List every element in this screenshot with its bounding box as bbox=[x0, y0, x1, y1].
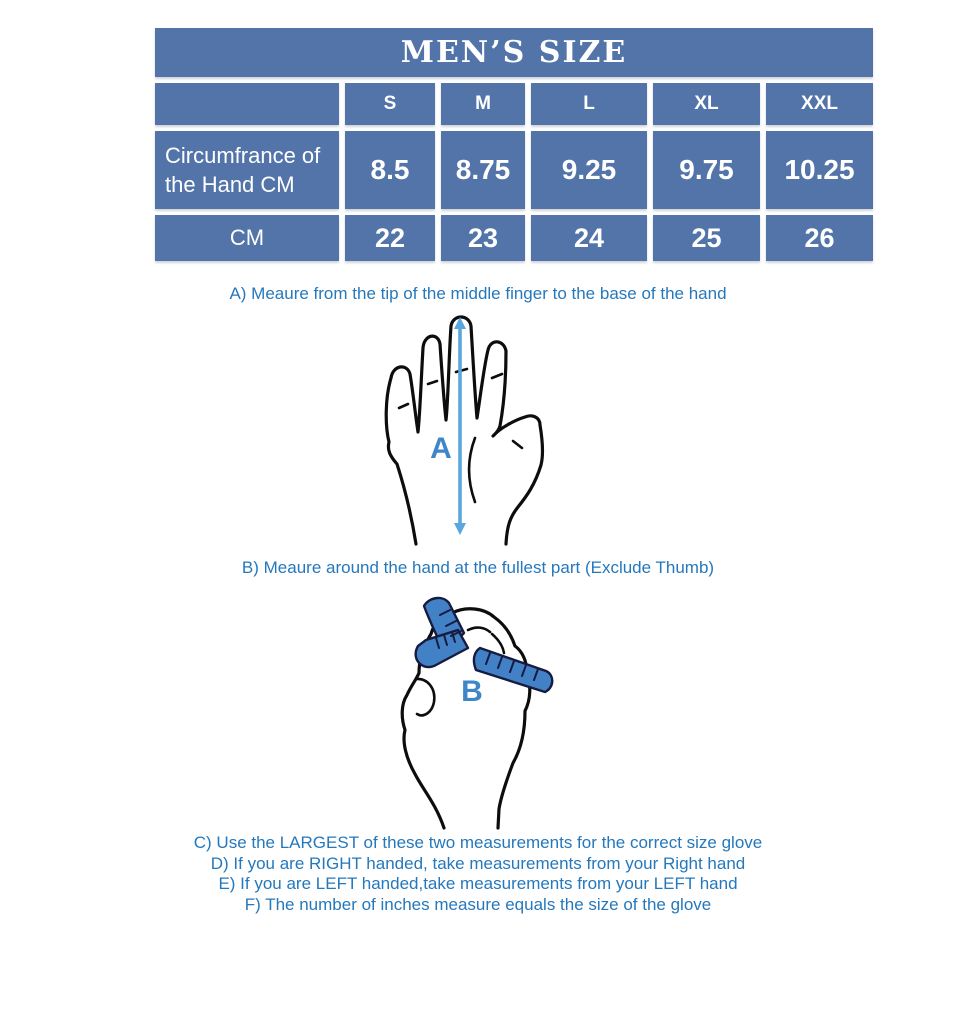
instruction-b: B) Meaure around the hand at the fullest part (Exclude Thumb) bbox=[241, 558, 715, 577]
size-header-m: M bbox=[441, 83, 525, 125]
size-header-xl: XL bbox=[653, 83, 760, 125]
instruction-e: E) If you are LEFT handed,take measurements from your LEFT hand bbox=[218, 874, 738, 893]
size-header-l: L bbox=[531, 83, 647, 125]
cm-value-s: 22 bbox=[345, 215, 435, 261]
instruction-d: D) If you are RIGHT handed, take measurements from your Right hand bbox=[210, 853, 746, 873]
cm-value-m: 23 bbox=[441, 215, 525, 261]
cm-value-xxl: 26 bbox=[766, 215, 873, 261]
open-hand-illustration bbox=[380, 314, 557, 546]
fist-outline bbox=[402, 609, 530, 828]
mens-size-table bbox=[155, 28, 873, 261]
circumference-value-xxl: 10.25 bbox=[766, 131, 873, 209]
size-header-s: S bbox=[345, 83, 435, 125]
circumference-value-l: 9.25 bbox=[531, 131, 647, 209]
size-header-xxl: XXL bbox=[766, 83, 873, 125]
instruction-a: A) Meaure from the tip of the middle finger to the base of the hand bbox=[229, 284, 727, 303]
instruction-f: F) The number of inches measure equals the size of the glove bbox=[244, 894, 712, 914]
hand-length-measure-figure bbox=[380, 314, 557, 546]
row-label-circumference: Circumfrance of the Hand CM bbox=[155, 131, 339, 209]
circumference-value-xl: 9.75 bbox=[653, 131, 760, 209]
cm-value-xl: 25 bbox=[653, 215, 760, 261]
table-title: MEN’S SIZE bbox=[155, 28, 873, 77]
row-label-cm: CM bbox=[155, 215, 339, 261]
instructions-c-to-f bbox=[0, 833, 956, 915]
figure-b-label: B bbox=[461, 675, 483, 708]
circumference-value-s: 8.5 bbox=[345, 131, 435, 209]
fist-circumference-measure-figure bbox=[396, 590, 564, 830]
table-corner-cell bbox=[155, 83, 339, 125]
fist-illustration bbox=[396, 590, 564, 830]
figure-a-label: A bbox=[430, 432, 452, 465]
cm-value-l: 24 bbox=[531, 215, 647, 261]
open-hand-outline bbox=[386, 317, 542, 544]
circumference-value-m: 8.75 bbox=[441, 131, 525, 209]
instruction-c: C) Use the LARGEST of these two measurements for the correct size glove bbox=[193, 833, 763, 852]
